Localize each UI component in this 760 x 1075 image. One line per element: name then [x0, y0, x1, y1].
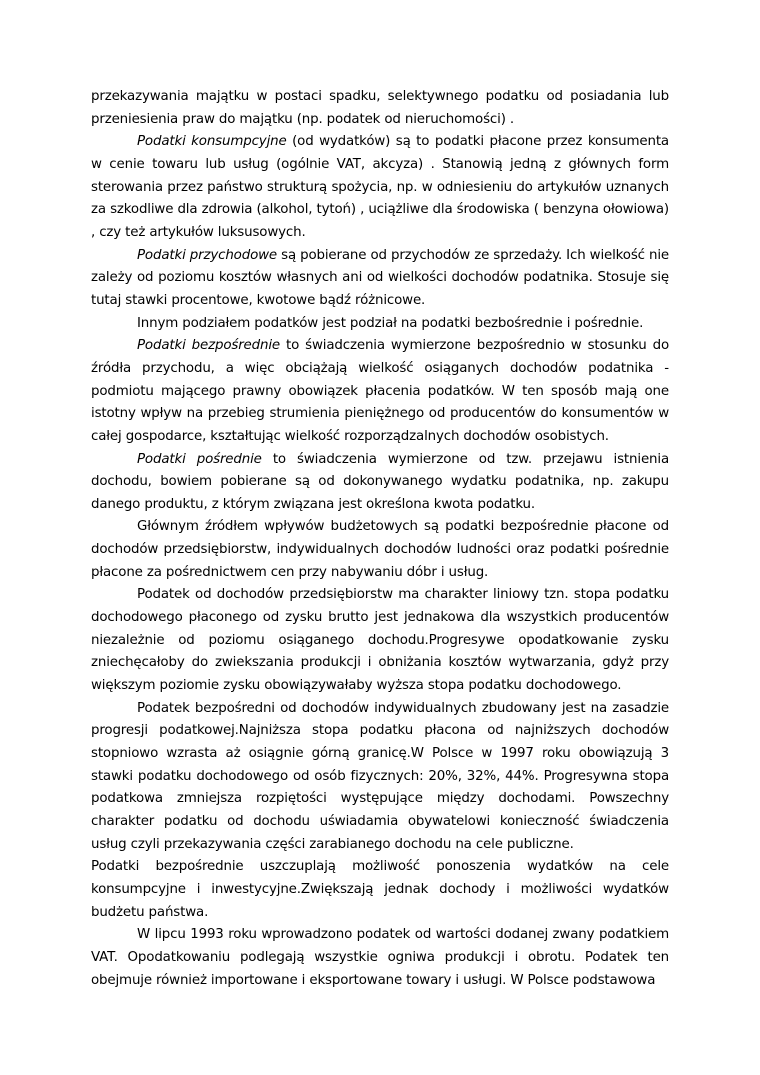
paragraph-8-text: Podatek od dochodów przedsiębiorstw ma charakter liniowy tzn. stopa podatku dochodowego płaconego od zysku brutto jest jednakowa dla wszystkich producentów niezależnie od poziomu osiąganego dochodu.Progresywe opodatkowanie zysku zniechęcałoby do zwiekszania produkcji i obniżania kosztów wytwarzania, gdyż przy większym poziomie zysku obowiązywałaby wyższa stopa podatku dochodowego. — [91, 587, 669, 694]
paragraph-11-text: W lipcu 1993 roku wprowadzono podatek od wartości dodanej zwany podatkiem VAT. Opodatkowaniu podlegają wszystkie ogniwa produkcji i obrotu. Podatek ten obejmuje również importowane i eksportowane towary i usługi. W Polsce podstawowa — [91, 927, 669, 988]
paragraph-5-lead: Podatki bezpośrednie — [137, 338, 280, 354]
paragraph-3-lead: Podatki przychodowe — [137, 247, 277, 263]
paragraph-8 — [91, 584, 669, 697]
paragraph-7-text: Głównym źródłem wpływów budżetowych są podatki bezpośrednie płacone od dochodów przedsiębiorstw, indywidualnych dochodów ludności oraz podatki pośrednie płacone za pośrednictwem cen przy nabywaniu dóbr i usług. — [91, 519, 669, 580]
paragraph-1 — [91, 86, 669, 131]
paragraph-5-text: to świadczenia wymierzone bezpośrednio w stosunku do źródła przychodu, a więc obciążają wielkość osiąganych dochodów podatnika - podmiotu mającego prawny obowiązek płacenia podatków. W ten sposób mają one istotny wpływ na przebieg strumienia pieniężnego od producentów do konsumentów w całej gospodarce, kształtując wielkość rozporządzalnych dochodów osobistych. — [91, 338, 669, 444]
paragraph-2 — [91, 131, 669, 244]
paragraph-4-text: Innym podziałem podatków jest podział na podatki bezbośrednie i pośrednie. — [137, 315, 644, 331]
paragraph-11 — [91, 924, 669, 992]
paragraph-7 — [91, 516, 669, 584]
paragraph-3 — [91, 245, 669, 313]
paragraph-4 — [91, 313, 669, 336]
paragraph-6-text: to świadczenia wymierzone od tzw. przejawu istnienia dochodu, bowiem pobierane są od dokonywanego wydatku podatnika, np. zakupu danego produktu, z którym związana jest określona kwota podatku. — [91, 451, 669, 512]
paragraph-2-lead: Podatki konsumpcyjne — [137, 134, 287, 150]
paragraph-6 — [91, 449, 669, 517]
paragraph-10 — [91, 856, 669, 924]
paragraph-1-text: przekazywania majątku w postaci spadku, selektywnego podatku od posiadania lub przeniesienia praw do majątku (np. podatek od nieruchomości) . — [91, 89, 669, 127]
paragraph-3-text: są pobierane od przychodów ze sprzedaży. Ich wielkość nie zależy od poziomu kosztów własnych ani od wielkości dochodów podatnika. Stosuje się tutaj stawki procentowe, kwotowe bądź różnicowe. — [91, 247, 669, 308]
paragraph-2-text: (od wydatków) są to podatki płacone przez konsumenta w cenie towaru lub usług (ogólnie VAT, akcyza) . Stanowią jedną z głównych form sterowania przez państwo strukturą spożycia, np. w odniesieniu do artykułów uznanych za szkodliwe dla zdrowia (alkohol, tytoń) , uciążliwe dla środowiska ( benzyna ołowiowa) , czy też artykułów luksusowych. — [91, 134, 669, 240]
paragraph-9-text: Podatek bezpośredni od dochodów indywidualnych zbudowany jest na zasadzie progresji podatkowej.Najniższa stopa podatku płacona od najniższych dochodów stopniowo wzrasta aż osiągnie górną granicę.W Polsce w 1997 roku obowiązują 3 stawki podatku dochodowego od osób fizycznych: 20%, 32%, 44%. Progresywna stopa podatkowa zmniejsza rozpiętości występujące między dochodami. Powszechny charakter podatku od dochodu uświadamia obywatelowi konieczność świadczenia usług czyli przekazywania części zarabianego dochodu na cele publiczne. — [91, 700, 669, 852]
paragraph-5 — [91, 335, 669, 448]
paragraph-6-lead: Podatki pośrednie — [137, 451, 262, 467]
paragraph-9 — [91, 698, 669, 857]
document-text-body — [91, 86, 669, 992]
paragraph-10-text: Podatki bezpośrednie uszczuplają możliwość ponoszenia wydatków na cele konsumpcyjne i inwestycyjne.Zwiększają jednak dochody i możliwości wydatków budżetu państwa. — [91, 859, 669, 920]
